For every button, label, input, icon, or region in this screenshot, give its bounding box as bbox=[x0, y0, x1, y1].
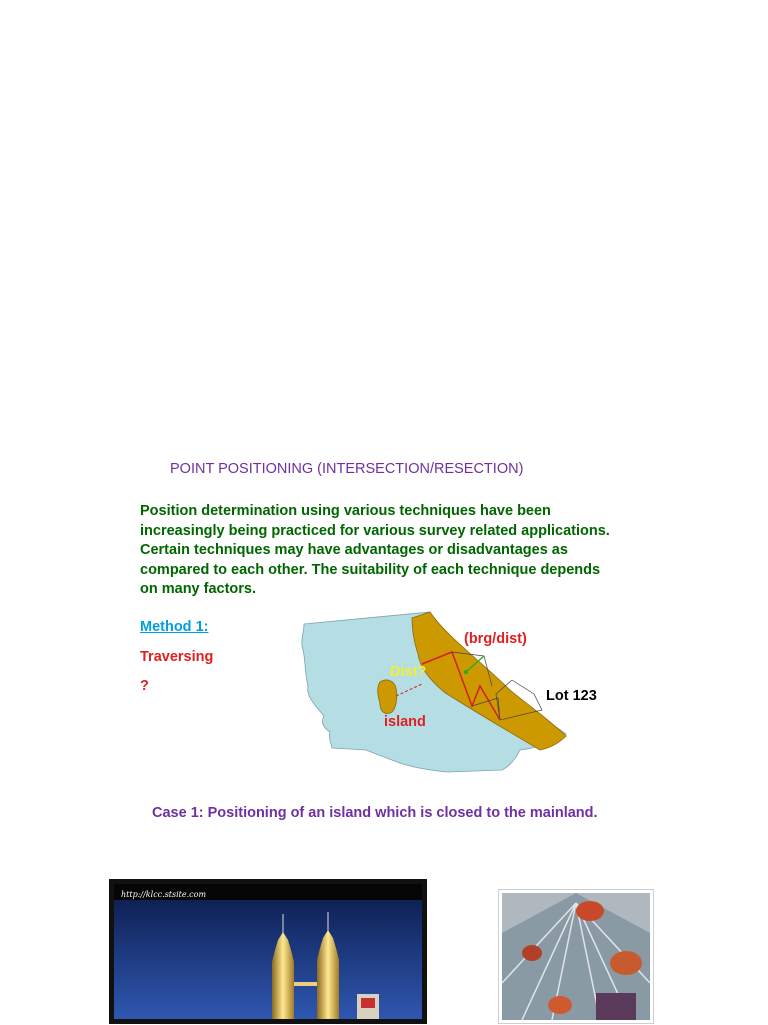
photo-url-watermark: http://klcc.stsite.com bbox=[121, 890, 207, 899]
brg-dist-label: (brg/dist) bbox=[464, 631, 527, 647]
bearing-point bbox=[464, 670, 468, 674]
mall-illustration bbox=[502, 893, 650, 1020]
method-label[interactable]: Method 1: bbox=[140, 619, 209, 635]
method-name: Traversing bbox=[140, 649, 214, 665]
mall-interior-photo bbox=[498, 889, 654, 1024]
petronas-towers-photo bbox=[109, 879, 427, 1024]
page-title: POINT POSITIONING (INTERSECTION/RESECTION) bbox=[170, 461, 524, 477]
island-shape bbox=[378, 680, 397, 714]
dist-label: Dist? bbox=[390, 664, 427, 680]
island-label: island bbox=[384, 714, 426, 730]
towers-illustration bbox=[114, 884, 422, 1019]
case-caption: Case 1: Positioning of an island which is closed to the mainland. bbox=[152, 805, 598, 821]
method-question: ? bbox=[140, 678, 149, 694]
intro-paragraph: Position determination using various techniques have been increasingly being practiced for various survey related applications. Certain techniques may have advantages or disadvantages as compared to each other. The suitability of each technique depends on many factors. bbox=[140, 503, 610, 597]
lot-label: Lot 123 bbox=[546, 688, 597, 704]
island-positioning-diagram bbox=[296, 608, 597, 776]
